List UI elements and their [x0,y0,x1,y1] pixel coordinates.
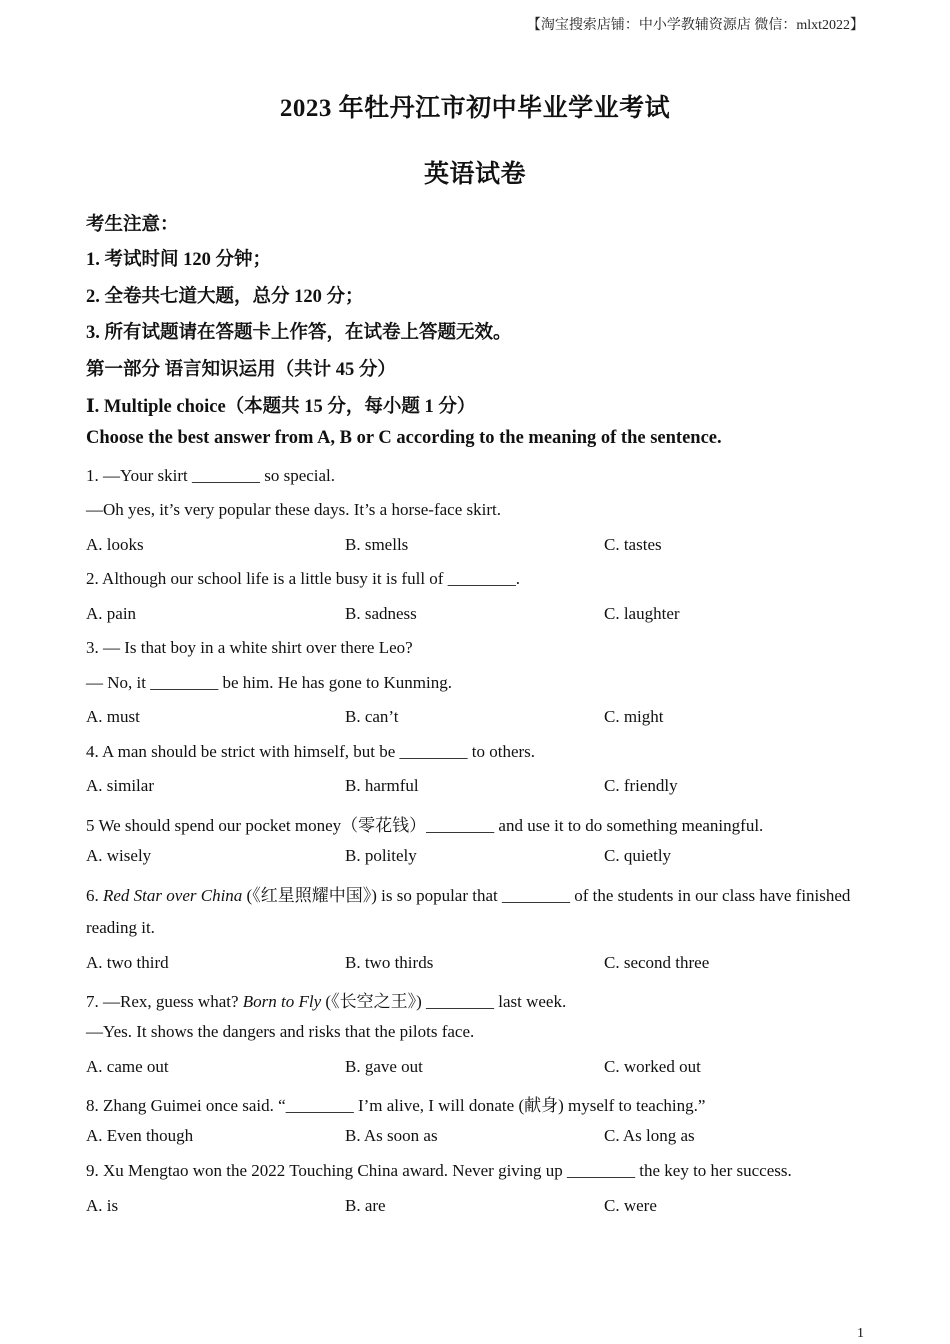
notice-item: 2. 全卷共七道大题，总分 120 分； [86,287,364,307]
q9-option-b: B. are [345,1196,386,1215]
question-7-response: —Yes. It shows the dangers and risks that the pilots face. [86,1022,475,1041]
q9-option-c: C. were [604,1196,657,1215]
question-1-response: —Oh yes, it’s very popular these days. It’s a horse-face skirt. [86,500,501,519]
question-4: 4. A man should be strict with himself, but be ________ to others. [86,742,536,761]
question-3-response: — No, it ________ be him. He has gone to Kunming. [86,673,452,692]
exam-subtitle: 英语试卷 [423,161,526,188]
question-8: 8. Zhang Guimei once said. “________ I’m alive, I will donate (献身) myself to teaching.” [86,1096,706,1115]
q8-option-c: C. As long as [604,1126,695,1145]
q2-option-a: A. pain [86,604,137,623]
q7-option-b: B. gave out [345,1057,423,1076]
question-6-continuation: reading it. [86,918,155,937]
notice-item: 3. 所有试题请在答题卡上作答，在试卷上答题无效。 [86,323,512,343]
question-2: 2. Although our school life is a little busy it is full of ________. [86,569,520,588]
question-7-prefix: 7. —Rex, guess what? [86,992,243,1011]
section-heading: Ⅰ. Multiple choice（本题共 15 分，每小题 1 分） [86,397,476,417]
q5-option-b: B. politely [345,846,417,865]
part-heading: 第一部分 语言知识运用（共计 45 分） [86,360,396,380]
q2-option-b: B. sadness [345,604,417,623]
q1-option-b: B. smells [345,535,409,554]
q1-option-a: A. looks [86,535,144,554]
q4-option-a: A. similar [86,776,154,795]
q8-option-b: B. As soon as [345,1126,438,1145]
q7-option-c: C. worked out [604,1057,701,1076]
q4-option-c: C. friendly [604,776,678,795]
exam-title: 2023 年牡丹江市初中毕业学业考试 [279,95,671,122]
q6-option-a: A. two third [86,953,169,972]
q6-option-b: B. two thirds [345,953,434,972]
question-1: 1. —Your skirt ________ so special. [86,466,336,485]
page-number: 1 [857,1326,864,1341]
notice-item: 1. 考试时间 120 分钟； [86,250,272,270]
header-note: 【淘宝搜索店铺：中小学教辅资源店 微信：mlxt2022】 [526,18,864,33]
q5-option-c: C. quietly [604,846,672,865]
question-6-rest: (《红星照耀中国》) is so popular that ________ of the students in our class have finished [242,886,851,905]
film-title: Born to Fly [242,992,322,1011]
question-5: 5 We should spend our pocket money（零花钱）________ and use it to do something meaningful. [86,816,764,835]
question-6-prefix: 6. [86,886,103,905]
q6-option-c: C. second three [604,953,710,972]
q2-option-c: C. laughter [604,604,680,623]
q5-option-a: A. wisely [86,846,152,865]
q4-option-b: B. harmful [345,776,419,795]
q7-option-a: A. came out [86,1057,169,1076]
q3-option-a: A. must [86,707,140,726]
question-9: 9. Xu Mengtao won the 2022 Touching China award. Never giving up ________ the key to her success. [86,1161,792,1180]
q1-option-c: C. tastes [604,535,662,554]
q3-option-b: B. can’t [345,707,399,726]
q8-option-a: A. Even though [86,1126,194,1145]
question-7-rest: (《长空之王》) ________ last week. [321,992,567,1011]
question-6 [86,881,850,906]
question-3: 3. — Is that boy in a white shirt over there Leo? [86,638,413,657]
book-title: Red Star over China [103,886,243,905]
notice-heading: 考生注意： [86,215,179,235]
q9-option-a: A. is [86,1196,119,1215]
q3-option-c: C. might [604,707,664,726]
instruction: Choose the best answer from A, B or C according to the meaning of the sentence. [86,428,722,448]
question-7 [86,987,566,1012]
